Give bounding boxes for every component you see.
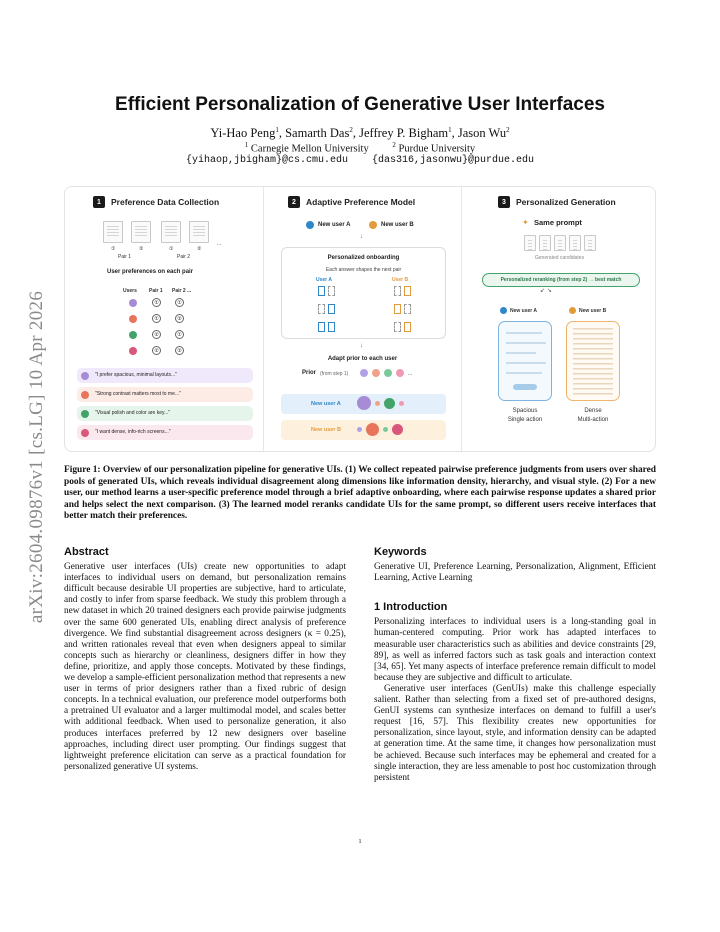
weight-dot — [366, 423, 379, 436]
page-number: 1 — [358, 838, 362, 845]
column-label: User B — [392, 277, 409, 283]
preference-choice: ① — [152, 314, 161, 323]
candidate-thumbnail — [584, 235, 596, 251]
email: {yihaop,jbigham}@cs.cmu.edu — [185, 155, 348, 166]
preference-choice: ② — [152, 330, 161, 339]
email-list — [0, 155, 720, 166]
weight-dot — [375, 401, 380, 406]
ui-thumbnail — [161, 221, 181, 243]
author: Yi-Hao Peng — [210, 126, 276, 141]
rerank-label: Personalized reranking (from step 2) → best match — [500, 277, 622, 283]
panel-title: Adaptive Preference Model — [306, 197, 416, 207]
prompt-label: Same prompt — [534, 218, 582, 227]
panel-header — [93, 196, 219, 208]
weight-dot — [357, 427, 362, 432]
author: Jason Wu — [457, 126, 507, 141]
prior-user-dot — [384, 369, 392, 377]
user-label: New user B — [381, 222, 414, 228]
column-header: Users — [123, 288, 137, 294]
user-b-avatar — [369, 221, 377, 229]
choice-label: ② — [139, 246, 144, 252]
ui-option — [404, 304, 411, 314]
prior-user-dot — [360, 369, 368, 377]
user-avatar — [81, 391, 89, 399]
rationale-quote — [77, 387, 253, 402]
ui-option — [394, 286, 401, 296]
section-subtitle: User preferences on each pair — [107, 269, 194, 275]
result-label: Single action — [507, 417, 543, 423]
step-number-badge: 3 — [498, 196, 510, 208]
affiliation: Purdue University — [398, 143, 476, 155]
abstract-text: Generative user interfaces (UIs) create new opportunities to adapt interfaces to individual users on demand, but personalization remains difficult because desirable UI properties are subjective, hard to articulate, and costly to infer from sparse feedback. We study this problem through a new dataset in which 20 trained designers each provide pairwise judgments over the same 600 generated UIs, enabling direct analysis of preference divergence. We find substantial disagreement across designers (κ = 0.25), and written rationales reveal that even when designers appeal to similar concepts such as hierarchy or cleanliness, designers differ in how they define, prioritize, and apply those concepts. Motivated by these findings, we develop a sample-efficient personalization method that represents a new user in terms of prior designers rather than a fixed rubric of design concepts. In a technical evaluation, our preference model outperforms both a pretrained UI evaluator and a larger multimodal model, and scales better with additional feedback. When used to personalize generation, it also produces interfaces preferred by 12 new designers over baseline approaches, including direct user prompting. Our findings suggest that lightweight preference elicitation can serve as a practical foundation for personalized generative UI systems. — [64, 562, 346, 772]
ellipsis: ... — [217, 241, 222, 247]
candidate-thumbnail — [569, 235, 581, 251]
preference-choice: ① — [175, 298, 184, 307]
choice-label: ① — [111, 246, 116, 252]
ui-option — [404, 322, 411, 332]
panel-header — [288, 196, 415, 208]
ui-option — [328, 322, 335, 332]
panel-adaptive-preference-model: 2 Adaptive Preference Model New user A New user B ↓ Personalized onboarding Each answer shapes the next pair User A User B ↓ Adapt prior to each user Prior (from step 1) ... New user A New user B — [263, 187, 461, 451]
intro-paragraph: Generative user interfaces (GenUIs) make this challenge especially salient. Rather than selecting from a fixed set of pre-authored designs, GenUI systems can synthesize interfaces on demand to fulfill a user's request [16, 57]. This flexibility creates new opportunities for personalization, since layout, style, and information density can be adapted at generation time. At the same time, it changes how personalization must be achieved. Because such interfaces may be ephemeral and created for a single interaction, they are less amenable to post hoc customization through persistent — [374, 683, 656, 783]
affiliation-list: $^1$ Carnegie Mellon University $^2$ Purdue University — [244, 141, 476, 155]
rationale-quote — [77, 406, 253, 421]
ui-option — [394, 322, 401, 332]
user-label: New user B — [579, 308, 607, 314]
split-arrow-icon: ↙ ↘ — [540, 288, 552, 294]
bar-label: New user A — [311, 401, 341, 407]
ui-result-spacious — [498, 321, 552, 401]
intro-paragraph: Personalizing interfaces to individual users is a long-standing goal in human-centered computing. Prior work has adapted interfaces to measurable user characteristics such as abilities and device constraints [29, 89], as well as inferred factors such as task goals and interaction context [34, 65]. Yet many aspects of interface preference remain difficult to model because they are subjective and difficult to articulate. — [374, 617, 656, 683]
candidate-thumbnail — [539, 235, 551, 251]
paper-title: Efficient Personalization of Generative User Interfaces — [115, 94, 605, 115]
author: Jeffrey P. Bigham — [359, 126, 449, 141]
column-header: Pair 2 ... — [172, 288, 192, 294]
user-b-weight-bar — [281, 420, 446, 440]
user-avatar — [129, 315, 137, 323]
ui-result-dense — [566, 321, 620, 401]
prior-user-dot — [396, 369, 404, 377]
adapt-label: Adapt prior to each user — [327, 356, 398, 362]
quote-text: "I prefer spacious, minimal layouts..." — [95, 372, 177, 378]
author-list: Yi-Hao Peng$^1$, Samarth Das$^2$, Jeffrey P. Bigham$^1$, Jason Wu$^2$ — [210, 126, 510, 141]
panel-header — [498, 196, 616, 208]
right-column — [374, 547, 656, 784]
user-avatar — [81, 429, 89, 437]
preference-choice: ① — [152, 298, 161, 307]
ui-option — [394, 304, 401, 314]
prior-note: (from step 1) — [320, 371, 349, 377]
prior-label: Prior — [302, 370, 317, 376]
panel-personalized-generation — [461, 187, 657, 451]
onboarding-box — [281, 247, 446, 339]
quote-text: "Strong contrast matters most to me..." — [95, 391, 181, 397]
weight-dot — [357, 396, 371, 410]
pair-label: Pair 1 — [118, 254, 132, 260]
result-label: Dense — [584, 408, 602, 414]
arxiv-identifier: arXiv:2604.09876v1 [cs.LG] 10 Apr 2026 — [26, 290, 47, 624]
choice-label: ① — [169, 246, 174, 252]
column-label: User A — [316, 277, 332, 283]
preference-choice: ② — [152, 346, 161, 355]
rationale-quote — [77, 425, 253, 440]
preference-choice: ① — [175, 330, 184, 339]
preference-choice: ② — [175, 314, 184, 323]
prior-user-dot — [372, 369, 380, 377]
user-a-avatar — [500, 307, 507, 314]
column-header: Pair 1 — [149, 288, 163, 294]
ui-thumbnail — [131, 221, 151, 243]
keywords-text: Generative UI, Preference Learning, Personalization, Alignment, Efficient Learning, Active Learning — [374, 562, 656, 584]
candidates-label: Generated candidates — [534, 255, 585, 261]
candidate-thumbnail — [554, 235, 566, 251]
panel-title: Preference Data Collection — [111, 197, 220, 207]
user-b-avatar — [569, 307, 576, 314]
user-a-avatar — [306, 221, 314, 229]
user-avatar — [81, 372, 89, 380]
arrow-down-icon: ↓ — [360, 234, 363, 240]
user-avatar — [81, 410, 89, 418]
abstract-heading: Abstract — [64, 546, 109, 558]
user-avatar — [129, 347, 137, 355]
sparkle-icon: ✦ — [522, 218, 529, 227]
choice-label: ② — [197, 246, 202, 252]
preference-choice: ② — [175, 346, 184, 355]
quote-text: "I want dense, info-rich screens..." — [95, 429, 171, 435]
ui-thumbnail — [189, 221, 209, 243]
candidate-thumbnail — [524, 235, 536, 251]
keywords-heading: Keywords — [374, 546, 427, 558]
affiliation: Carnegie Mellon University — [250, 143, 369, 155]
primary-action — [513, 384, 537, 390]
figure-caption: Figure 1: Overview of our personalization pipeline for generative UIs. (1) We collect repeated pairwise preference judgments from users over shared pools of generated UIs, which reveals individual disagreement along dimensions like information density, hierarchy, and visual style. (2) For a new user, our method learns a user-specific preference model through a brief adaptive onboarding, where each pairwise response updates a shared prior and helps select the next comparison. (3) The learned model reranks candidate UIs for the same prompt, so different users receive interfaces that better match their preferences. — [64, 465, 656, 522]
panel-preference-data-collection — [65, 187, 263, 451]
weight-dot — [383, 427, 388, 432]
ui-option — [404, 286, 411, 296]
result-label: Multi-action — [577, 417, 609, 423]
panel-title: Personalized Generation — [516, 197, 616, 207]
ui-option — [318, 322, 325, 332]
bar-label: New user B — [311, 427, 341, 433]
user-label: New user A — [318, 222, 351, 228]
user-avatar — [129, 331, 137, 339]
rerank-pill — [482, 273, 640, 287]
introduction-heading: 1 Introduction — [374, 601, 448, 614]
weight-dot — [399, 401, 404, 406]
arrow-down-icon: ↓ — [360, 343, 363, 349]
user-label: New user A — [510, 308, 538, 314]
author: Samarth Das — [285, 126, 350, 141]
ui-option — [328, 286, 335, 296]
left-column — [64, 547, 346, 773]
user-avatar — [129, 299, 137, 307]
quote-text: "Visual polish and color are key..." — [95, 410, 171, 416]
weight-dot — [392, 424, 403, 435]
step-number-badge: 1 — [93, 196, 105, 208]
email: {das316,jasonwu}@purdue.edu — [372, 155, 535, 166]
rationale-quote — [77, 368, 253, 383]
ui-thumbnail — [103, 221, 123, 243]
onboarding-title: Personalized onboarding — [327, 255, 400, 261]
step-number-badge: 2 — [288, 196, 300, 208]
figure-1 — [64, 186, 656, 452]
ui-option — [318, 304, 325, 314]
result-label: Spacious — [512, 408, 538, 414]
onboarding-subtitle: Each answer shapes the next pair — [325, 267, 402, 273]
ui-option — [328, 304, 335, 314]
weight-dot — [384, 398, 395, 409]
ui-option — [318, 286, 325, 296]
pair-label: Pair 2 — [177, 254, 191, 260]
